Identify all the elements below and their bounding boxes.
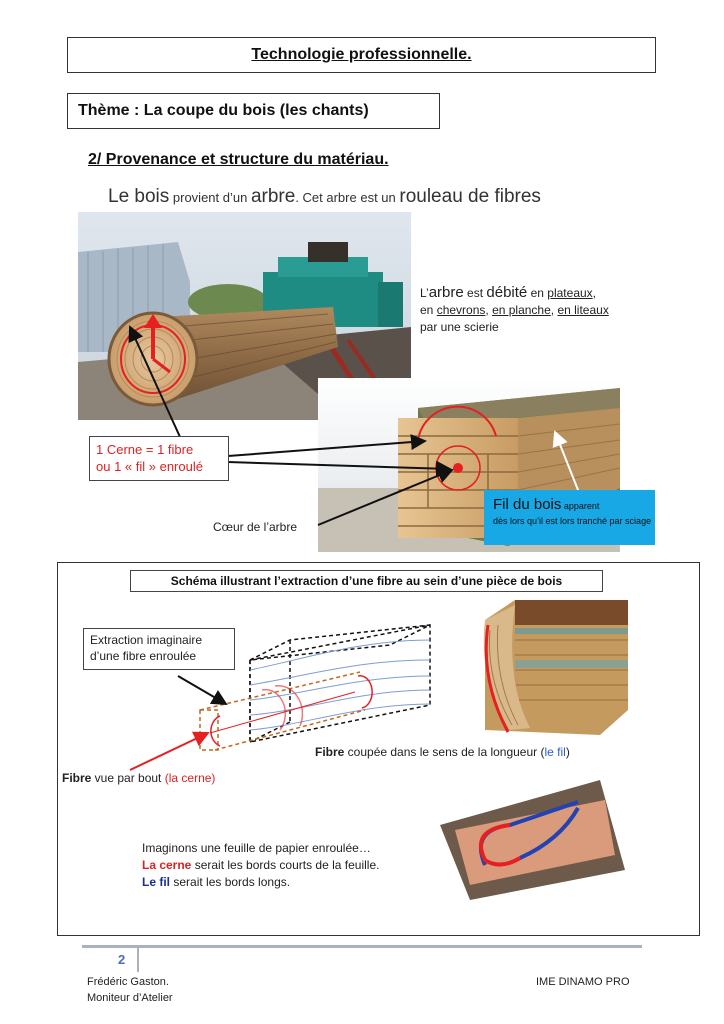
footer-separator	[137, 948, 139, 972]
intro-le-bois: Le bois	[108, 186, 170, 207]
fil-title: Fil du bois	[493, 496, 562, 513]
debite-w5: en	[527, 286, 548, 300]
fibre-bout-label	[62, 771, 215, 785]
debite-debite: débité	[486, 284, 528, 301]
extract-line-2: d’une fibre enroulée	[90, 649, 197, 663]
fibre-longueur-label	[315, 745, 570, 759]
debite-plateaux: plateaux	[547, 286, 593, 300]
fibre-bout-bold: Fibre	[62, 771, 92, 785]
intro-rouleau: rouleau de fibres	[399, 186, 541, 207]
debite-w1: L’	[420, 286, 429, 300]
page-number: 2	[118, 952, 126, 967]
imagine-le-fil: Le fil	[142, 875, 171, 889]
footer-rule	[82, 945, 642, 948]
cerne-line-1: 1 Cerne = 1 fibre	[96, 442, 194, 457]
imagine-la-cerne: La cerne	[142, 858, 192, 872]
fibre-long-fil: le fil	[544, 745, 566, 759]
fibre-long-text: coupée dans le sens de la longueur (	[344, 745, 545, 759]
theme-title: Thème : La coupe du bois (les chants)	[78, 102, 369, 119]
debite-w12: ,	[550, 303, 558, 317]
debite-w7: ,	[592, 286, 597, 300]
fibre-long-bold: Fibre	[315, 745, 345, 759]
extract-line-1: Extraction imaginaire	[90, 633, 203, 647]
fibre-bout-text: vue par bout	[91, 771, 165, 785]
imagine-line-3-text: serait les bords longs.	[170, 875, 291, 889]
debite-chevrons: chevrons	[436, 303, 486, 317]
document-title: Technologie professionnelle.	[251, 46, 472, 63]
imagine-paragraph	[142, 840, 379, 891]
intro-cet-arbre: . Cet arbre est un	[295, 190, 400, 205]
debite-scierie: par une scierie	[420, 320, 499, 334]
fil-desc: dès lors qu’il est lors tranché par sciage	[493, 516, 652, 526]
debite-planche: en planche	[492, 303, 551, 317]
fibre-long-close: )	[565, 745, 570, 759]
imagine-line-1: Imaginons une feuille de papier enroulée…	[142, 841, 371, 855]
fibre-bout-cerne: (la cerne)	[164, 771, 216, 785]
debite-w8: en	[420, 303, 437, 317]
coeur-label: Cœur de l’arbre	[213, 520, 298, 534]
extraction-label-box	[83, 628, 235, 670]
debite-w10: ,	[485, 303, 493, 317]
debite-liteaux: en liteaux	[557, 303, 609, 317]
schema-caption: Schéma illustrant l’extraction d’une fibre au sein d’une pièce de bois	[170, 574, 563, 588]
intro-provient: provient d’un	[169, 190, 251, 205]
debite-w3: est	[463, 286, 487, 300]
intro-arbre: arbre	[250, 186, 296, 207]
imagine-line-3	[142, 874, 379, 891]
author-name: Frédéric Gaston.	[87, 976, 169, 988]
fil-suffix: apparent	[561, 501, 600, 511]
imagine-line-2	[142, 857, 379, 874]
imagine-line-2-text: serait les bords courts de la feuille.	[191, 858, 380, 872]
section-title: 2/ Provenance et structure du matériau.	[88, 151, 389, 168]
debite-arbre: arbre	[428, 284, 464, 301]
author-role: Moniteur d’Atelier	[87, 992, 173, 1004]
organization: IME DINAMO PRO	[536, 976, 630, 988]
cerne-line-2: ou 1 « fil » enroulé	[96, 459, 203, 474]
